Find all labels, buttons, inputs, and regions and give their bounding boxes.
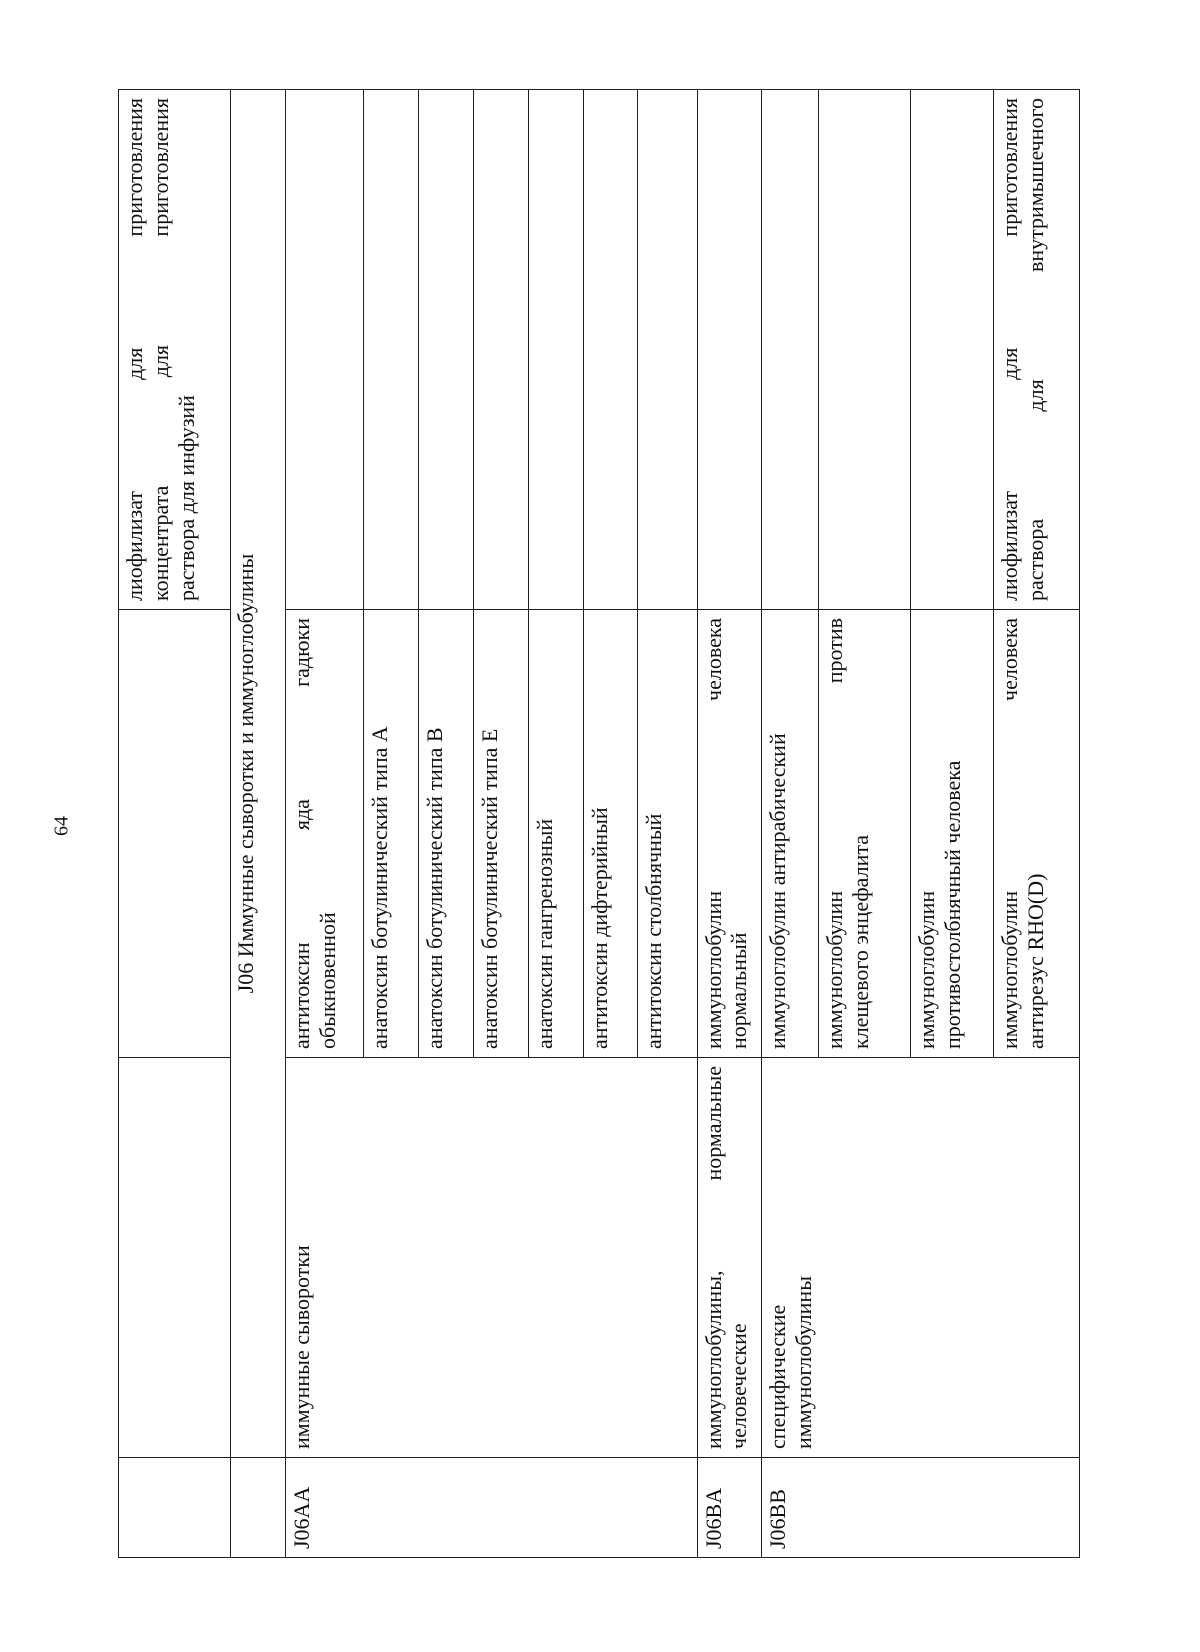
- medicines-table: [118, 89, 1080, 1558]
- rotated-table-wrapper: [118, 90, 1080, 1558]
- medicine-name: антитоксин яда гадюки обыкновенной: [285, 610, 364, 1058]
- medicine-name: иммуноглобулин человека антирезус RHO(D): [994, 610, 1080, 1058]
- atc-code: J06AA: [285, 1458, 697, 1558]
- medicine-name: иммуноглобулин антирабический: [762, 610, 819, 1058]
- group-name: иммуноглобулины, нормальные человеческие: [697, 1058, 762, 1458]
- medicine-name: иммуноглобулин человека нормальный: [697, 610, 762, 1058]
- dosage-form-cell: лиофилизат для приготовления раствора для внутримышечного: [994, 90, 1080, 610]
- group-name: специфические иммуноглобулины: [762, 1058, 1080, 1458]
- medicine-name: анатоксин ботулинический типа A: [364, 610, 419, 1058]
- medicine-name: иммуноглобулин против клещевого энцефалита: [819, 610, 911, 1058]
- table-row: [285, 90, 364, 1558]
- table-row: [119, 90, 231, 1558]
- table-row: [762, 90, 819, 1558]
- medicine-name: антитоксин столбнячный: [638, 610, 697, 1058]
- atc-code: J06BB: [762, 1458, 1080, 1558]
- table-row: [697, 90, 762, 1558]
- section-header-row: [230, 90, 285, 1558]
- medicine-name: анатоксин ботулинический типа B: [419, 610, 474, 1058]
- atc-code: J06BA: [697, 1458, 762, 1558]
- medicine-name: анатоксин гангренозный: [528, 610, 583, 1058]
- dosage-form-cell: лиофилизат для приготовления концентрата для приготовления раствора для инфузий: [119, 90, 231, 610]
- medicine-name: антитоксин дифтерийный: [583, 610, 638, 1058]
- group-name: иммунные сыворотки: [285, 1058, 697, 1458]
- medicine-name: анатоксин ботулинический типа E: [474, 610, 529, 1058]
- page-number: 64: [50, 816, 73, 836]
- medicine-name: иммуноглобулин противостолбнячный человека: [911, 610, 994, 1058]
- section-header: J06 Иммунные сыворотки и иммуноглобулины: [230, 90, 285, 1458]
